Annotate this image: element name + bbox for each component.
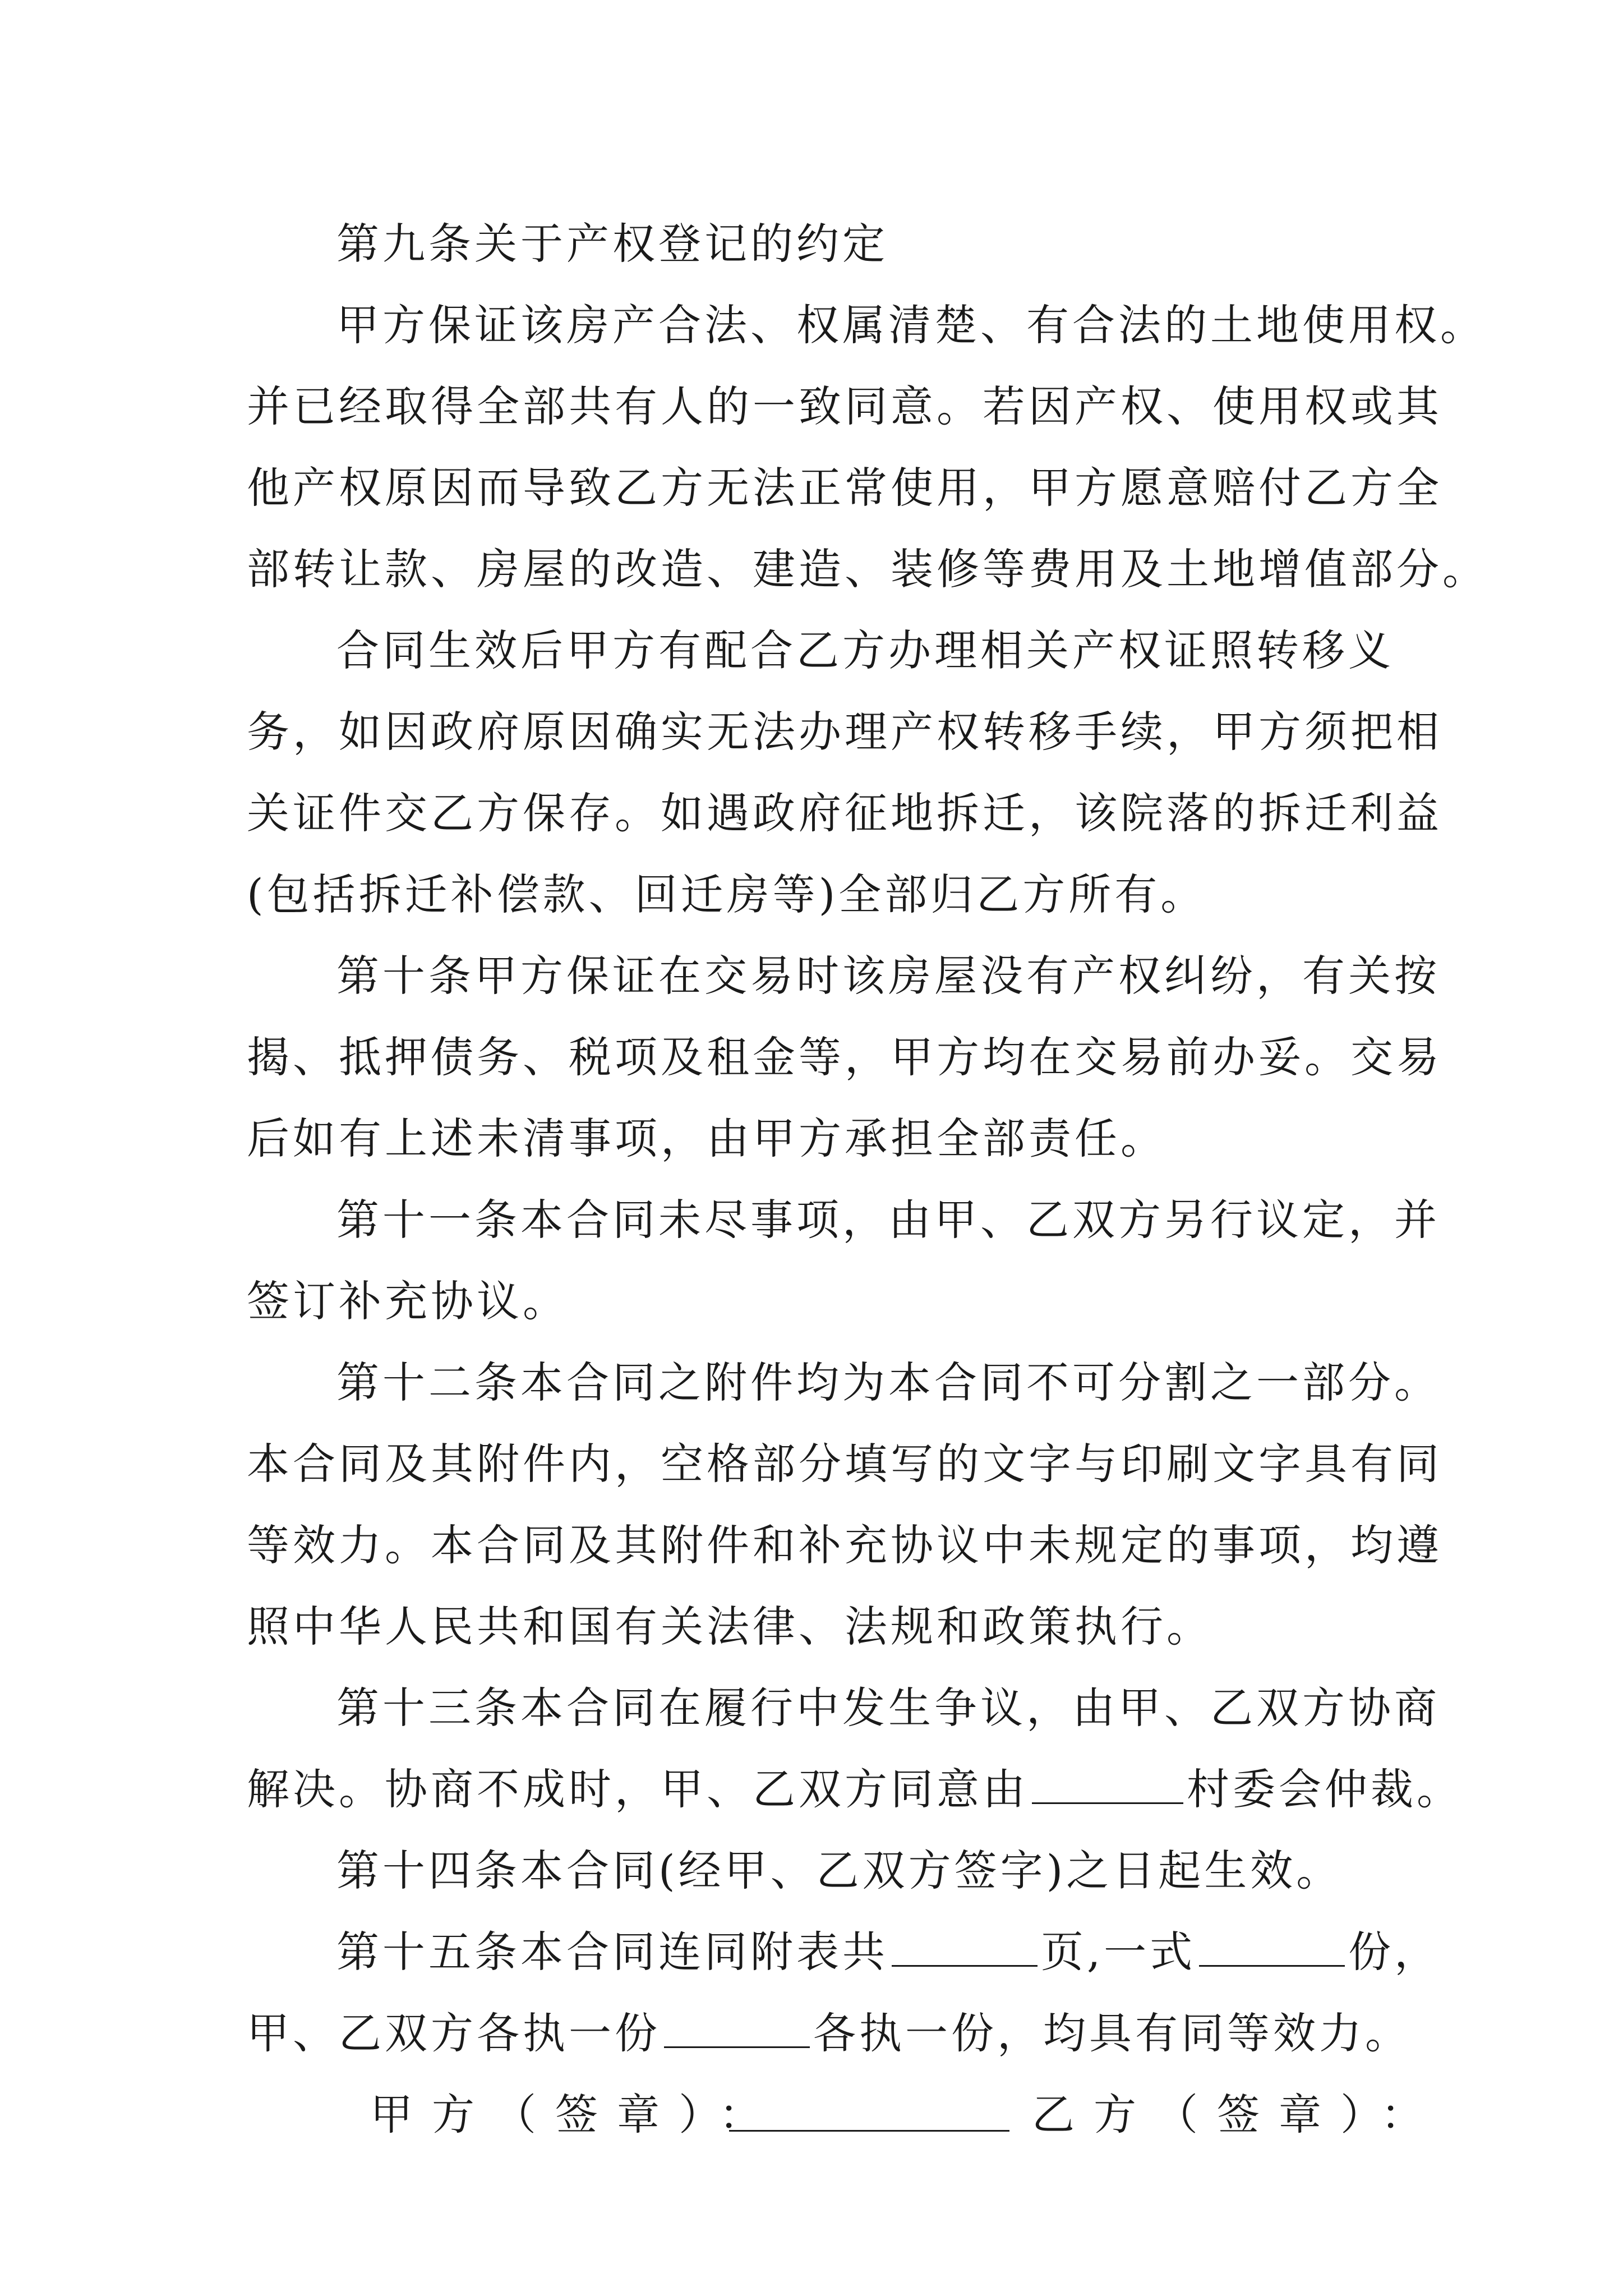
article-12-line-1: 第十二条本合同之附件均为本合同不可分割之一部分。	[336, 1358, 1440, 1407]
article-9-p2-line-3: 关证件交乙方保存。如遇政府征地拆迁，该院落的拆迁利益	[247, 788, 1442, 838]
article-13-line-1: 第十三条本合同在履行中发生争议，由甲、乙双方协商	[336, 1683, 1440, 1733]
article-12-line-4: 照中华人民共和国有关法律、法规和政策执行。	[247, 1602, 1212, 1651]
article-12-line-3: 等效力。本合同及其附件和补充协议中未规定的事项，均遵	[247, 1520, 1442, 1570]
page-count-blank[interactable]	[892, 1925, 1038, 1967]
holder-blank[interactable]	[664, 2006, 810, 2048]
article-15-part-2: 页,一式	[1041, 1927, 1196, 1977]
party-b-signature-label: 乙方（签章）：	[1032, 2090, 1442, 2139]
article-15-part-3: 份，	[1348, 1927, 1441, 1977]
article-9-p1-line-1: 甲方保证该房产合法、权属清楚、有合法的土地使用权。	[336, 300, 1486, 350]
article-15-line-2	[247, 2005, 1411, 2062]
article-10-line-3: 后如有上述未清事项，由甲方承担全部责任。	[247, 1114, 1166, 1163]
article-14-line: 第十四条本合同(经甲、乙双方签字)之日起生效。	[336, 1846, 1343, 1895]
article-15-part-1: 第十五条本合同连同附表共	[336, 1927, 888, 1977]
article-15-part-4: 甲、乙双方各执一份	[247, 2008, 661, 2058]
article-10-line-1: 第十条甲方保证在交易时该房屋没有产权纠纷，有关按	[336, 951, 1440, 1001]
article-13-line-2-before: 解决。协商不成时，甲、乙双方同意由	[247, 1764, 1029, 1814]
arbitration-village-blank[interactable]	[1032, 1762, 1183, 1804]
article-9-p1-line-2: 并已经取得全部共有人的一致同意。若因产权、使用权或其	[247, 381, 1442, 431]
article-11-line-2: 签订补充协议。	[247, 1276, 569, 1326]
article-13-line-2-after: 村委会仲裁。	[1187, 1764, 1463, 1814]
article-9-p1-line-3: 他产权原因而导致乙方无法正常使用，甲方愿意赔付乙方全	[247, 463, 1442, 513]
article-15-part-5: 各执一份，均具有同等效力。	[813, 2008, 1411, 2058]
article-15-line-1	[336, 1924, 1440, 1980]
party-a-signature-label: 甲方（签章）：	[370, 2090, 781, 2139]
article-9-p2-line-4: (包括拆迁补偿款、回迁房等)全部归乙方所有。	[247, 869, 1207, 919]
copy-count-blank[interactable]	[1199, 1925, 1345, 1967]
party-a-signature-blank[interactable]	[729, 2130, 1009, 2132]
article-9-p1-line-4: 部转让款、房屋的改造、建造、装修等费用及土地增值部分。	[247, 544, 1488, 594]
article-9-p2-line-2: 务，如因政府原因确实无法办理产权转移手续，甲方须把相	[247, 707, 1442, 757]
article-9-heading: 第九条关于产权登记的约定	[336, 219, 888, 269]
article-10-line-2: 揭、抵押债务、税项及租金等，甲方均在交易前办妥。交易	[247, 1032, 1442, 1082]
article-12-line-2: 本合同及其附件内，空格部分填写的文字与印刷文字具有同	[247, 1439, 1442, 1489]
article-13-line-2	[247, 1761, 1463, 1818]
article-11-line-1: 第十一条本合同未尽事项，由甲、乙双方另行议定，并	[336, 1195, 1440, 1245]
article-9-p2-line-1: 合同生效后甲方有配合乙方办理相关产权证照转移义	[336, 625, 1394, 675]
